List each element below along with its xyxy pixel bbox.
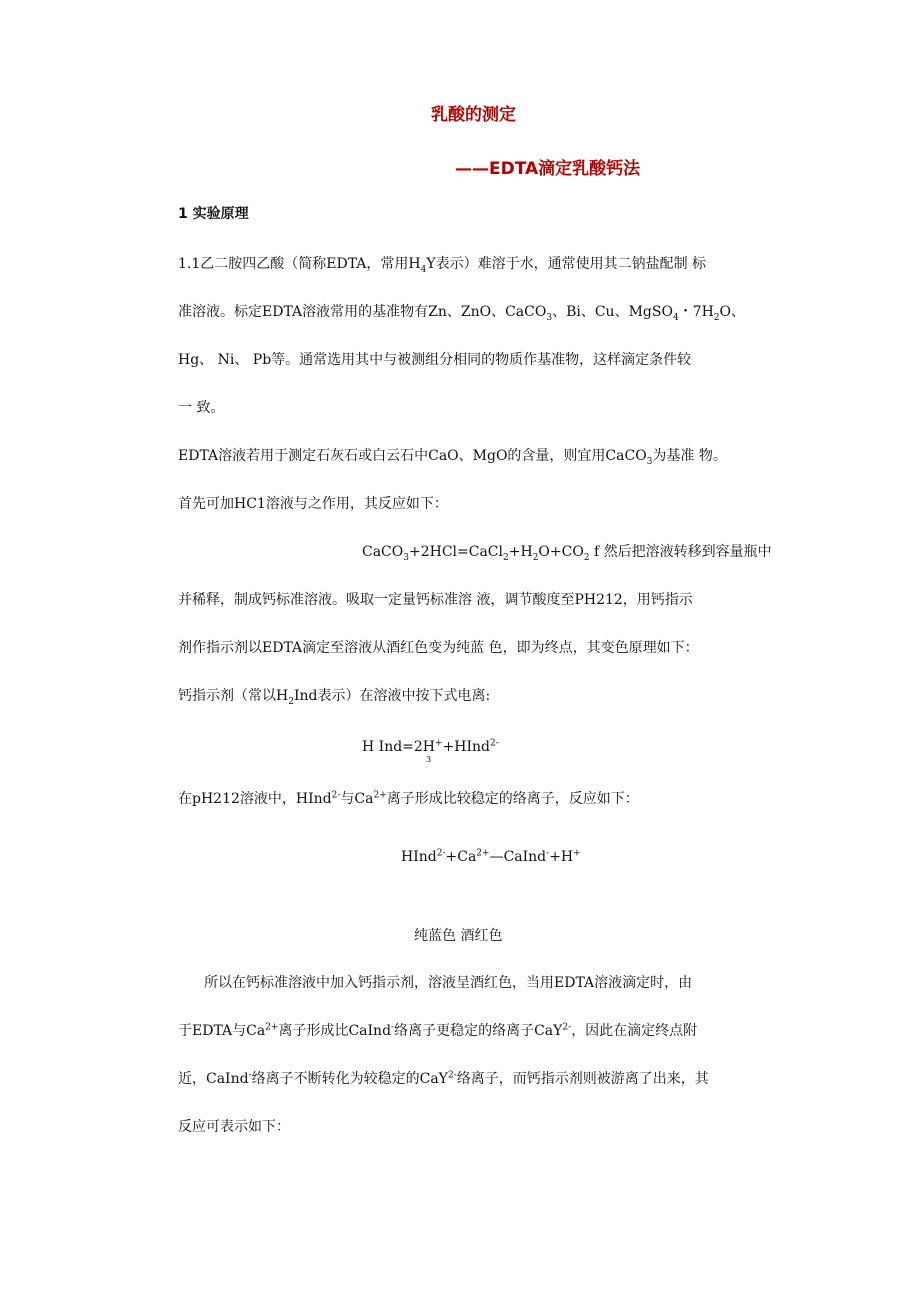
- equation-3: $HInd^{2-}+Ca^{2+}—CaInd^-+H^+$: [401, 848, 581, 865]
- paragraph-5-line-3: 近，CaInd-络离子不断转化为较稳定的CaY$^{2-}$络离子，而钙指示剂则被游离了出来，其: [178, 1070, 709, 1087]
- paragraph-1-line-4: 一 致。: [178, 400, 225, 416]
- indicator-colors: 纯蓝色 酒红色: [414, 928, 503, 944]
- paragraph-3-line-2: 剂作指示剂以EDTA滴定至溶液从酒红色变为纯蓝 色，即为终点，其变色原理如下：: [178, 640, 699, 656]
- page-subtitle: ——EDTA滴定乳酸钙法: [455, 159, 641, 179]
- paragraph-5-line-2: 于EDTA与$Ca^{2+}$离子形成比CaInd-络离子更稳定的络离子CaY$^{2-}$，因此在滴定终点附: [178, 1022, 698, 1039]
- page-title: 乳酸的测定: [431, 105, 516, 125]
- paragraph-2-line-1: EDTA溶液若用于测定石灰石或白云石中CaO、MgO的含量，则宜用CaCO$_3$为基准 物。: [178, 448, 727, 467]
- equation-2: H Ind=2H++HInd$^{2-}$: [362, 738, 499, 755]
- equation-1: $CaCO_3+2HCl=CaCl_2+H_2O+CO_2$ f 然后把溶液转移到容量瓶中: [362, 544, 772, 563]
- paragraph-3-line-3: 钙指示剂（常以$H_2Ind$表示）在溶液中按下式电离:: [178, 688, 491, 707]
- paragraph-1-line-2: 准溶液。标定EDTA溶液常用的基准物有Zn、ZnO、CaCO$_3$、Bi、Cu、MgSO$_4$・$7H_2O$、: [178, 304, 746, 323]
- paragraph-5-line-1: 所以在钙标准溶液中加入钙指示剂，溶液呈酒红色，当用EDTA溶液滴定时，由: [204, 975, 693, 991]
- paragraph-1-line-1: 1.1乙二胺四乙酸（简称EDTA，常用$H_4Y$表示）难溶于水，通常使用其二钠盐配制 标: [178, 256, 707, 275]
- paragraph-2-line-2: 首先可加HC1溶液与之作用，其反应如下：: [178, 496, 448, 512]
- paragraph-4: 在pH212溶液中，HInd$^{2-}$与$Ca^{2+}$离子形成比较稳定的络离子，反应如下：: [178, 790, 639, 807]
- paragraph-3-line-1: 并稀释，制成钙标准溶液。吸取一定量钙标准溶 液，调节酸度至PH212，用钙指示: [178, 592, 693, 608]
- paragraph-1-line-3: Hg、 Ni、 Pb等。通常选用其中与被测组分相同的物质作基准物，这样滴定条件较: [178, 352, 692, 368]
- equation-2-subscript: 3: [426, 755, 432, 764]
- section-heading: 1 实验原理: [178, 206, 249, 222]
- paragraph-5-line-4: 反应可表示如下：: [178, 1119, 290, 1135]
